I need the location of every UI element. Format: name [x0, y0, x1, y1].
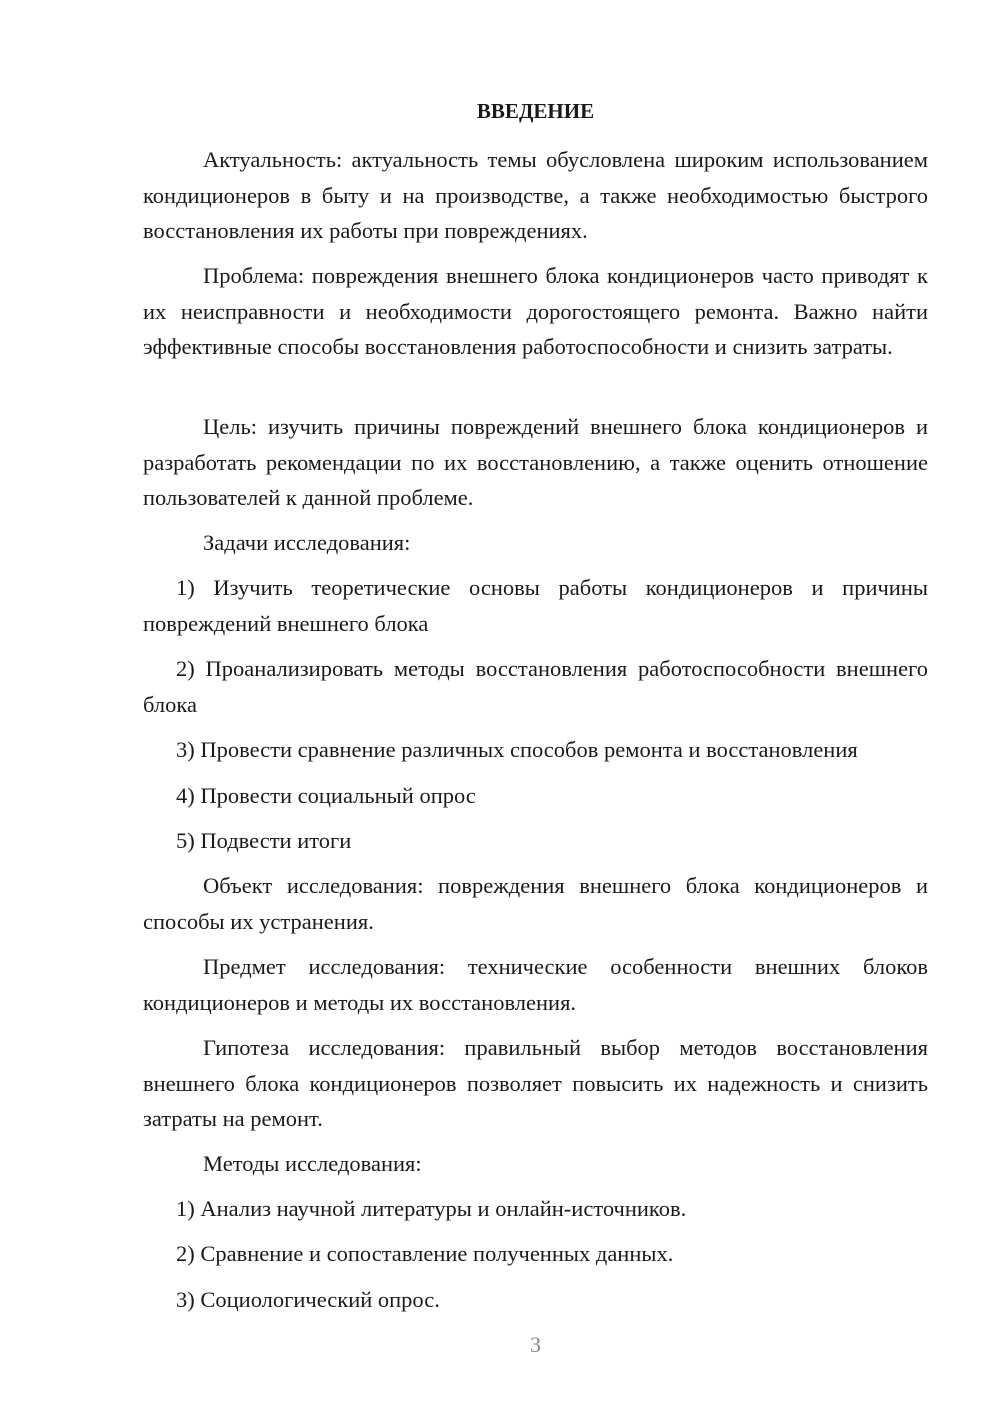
page-number: 3 — [530, 1332, 541, 1357]
list-item-task-5: 5) Подвести итоги — [176, 828, 352, 853]
list-item-task-4: 4) Провести социальный опрос — [176, 783, 476, 808]
paragraph-problem: Проблема: повреждения внешнего блока кондиционеров часто приводят к их неисправности и необходимости дорогостоящего ремонта. Важно найти эффективные способы восстановления работоспособности и снизить затраты. — [143, 263, 928, 359]
document-page — [143, 0, 928, 1414]
list-item-method-2: 2) Сравнение и сопоставление полученных данных. — [176, 1241, 674, 1266]
list-item-task-2: 2) Проанализировать методы восстановления работоспособности внешнего блока — [143, 656, 928, 717]
paragraph-relevance: Актуальность: актуальность темы обусловлена широким использованием кондиционеров в быту и на производстве, а также необходимостью быстрого восстановления их работы при повреждениях. — [143, 147, 928, 243]
list-item-task-1: 1) Изучить теоретические основы работы кондиционеров и причины повреждений внешнего блока — [143, 575, 928, 636]
paragraph-hypothesis: Гипотеза исследования: правильный выбор методов восстановления внешнего блока кондиционеров позволяет повысить их надежность и снизить затраты на ремонт. — [143, 1035, 928, 1131]
list-item-method-1: 1) Анализ научной литературы и онлайн-источников. — [176, 1196, 687, 1221]
paragraph-subject: Предмет исследования: технические особенности внешних блоков кондиционеров и методы их восстановления. — [143, 954, 928, 1015]
paragraph-object: Объект исследования: повреждения внешнего блока кондиционеров и способы их устранения. — [143, 873, 928, 934]
paragraph-goal: Цель: изучить причины повреждений внешнего блока кондиционеров и разработать рекомендации по их восстановлению, а также оценить отношение пользователей к данной проблеме. — [143, 414, 928, 510]
list-item-method-3: 3) Социологический опрос. — [176, 1287, 440, 1312]
list-item-task-3: 3) Провести сравнение различных способов ремонта и восстановления — [176, 737, 858, 762]
page-title: ВВЕДЕНИЕ — [476, 99, 595, 123]
paragraph-methods-heading: Методы исследования: — [203, 1151, 422, 1176]
paragraph-tasks-heading: Задачи исследования: — [203, 530, 411, 555]
